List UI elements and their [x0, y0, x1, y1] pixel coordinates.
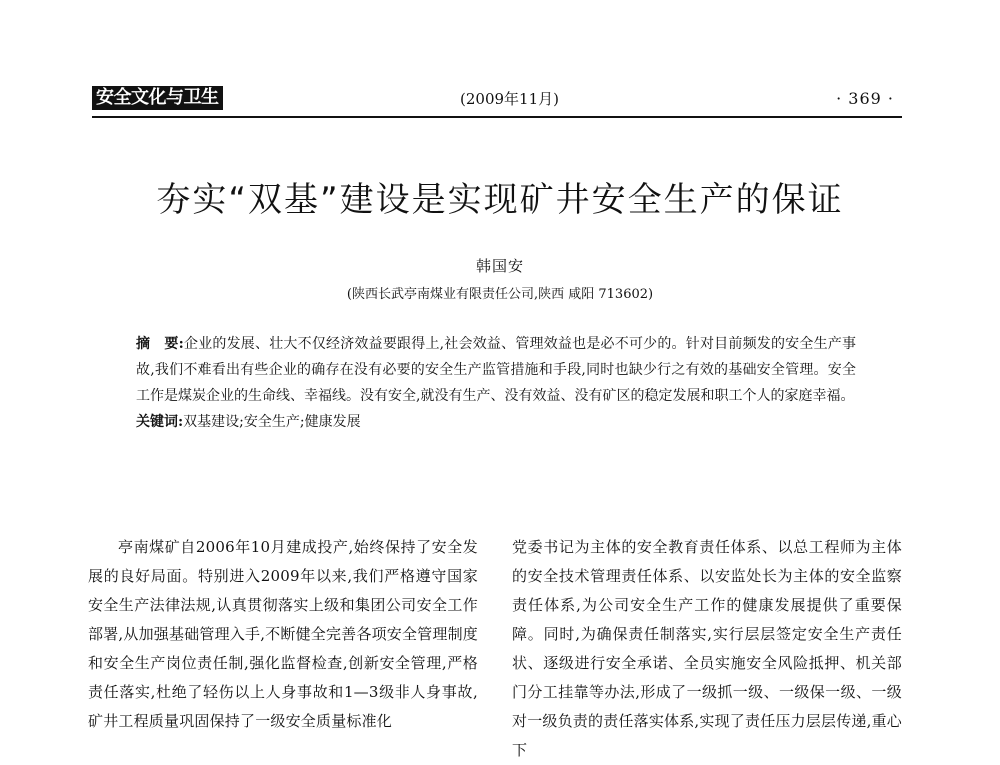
journal-section-name: 安全文化与卫生 [92, 86, 223, 110]
keywords-label: 关键词: [136, 414, 184, 430]
article-title: 夯实“双基”建设是实现矿井安全生产的保证 [156, 180, 844, 220]
body-column-right [512, 533, 902, 765]
running-header [92, 84, 902, 118]
body-paragraph-left: 亭南煤矿自2006年10月建成投产,始终保持了安全发展的良好局面。特别进入2009年以来,我们严格遵守国家安全生产法律法规,认真贯彻落实上级和集团公司安全工作部署,从加强基础管理入手,不断健全完善各项安全管理制度和安全生产岗位责任制,强化监督检查,创新安全管理,严格责任落实,杜绝了轻伤以上人身事故和1—3级非人身事故,矿井工程质量巩固保持了一级安全质量标准化 [88, 538, 478, 730]
keywords-text: 双基建设;安全生产;健康发展 [183, 414, 361, 430]
keywords-paragraph [136, 409, 856, 435]
page-number: · 369 · [836, 89, 894, 108]
author-affiliation: (陕西长武亭南煤业有限责任公司,陕西 咸阳 713602) [346, 287, 654, 302]
abstract-block [136, 331, 856, 435]
author-name: 韩国安 [475, 257, 524, 275]
abstract-paragraph [136, 331, 856, 409]
issue-date: (2009年11月) [460, 90, 559, 108]
body-column-left [88, 533, 478, 736]
body-paragraph-right: 党委书记为主体的安全教育责任体系、以总工程师为主体的安全技术管理责任体系、以安监处长为主体的安全监察责任体系,为公司安全生产工作的健康发展提供了重要保障。同时,为确保责任制落实,实行层层签定安全生产责任状、逐级进行安全承诺、全员实施安全风险抵押、机关部门分工挂靠等办法,形成了一级抓一级、一级保一级、一级对一级负责的责任落实体系,实现了责任压力层层传递,重心下 [512, 538, 902, 759]
abstract-label: 摘 要: [136, 336, 184, 352]
abstract-text: 企业的发展、壮大不仅经济效益要跟得上,社会效益、管理效益也是必不可少的。针对目前频发的安全生产事故,我们不难看出有些企业的确存在没有必要的安全生产监管措施和手段,同时也缺少行之有效的基础安全管理。安全工作是煤炭企业的生命线、幸福线。没有安全,就没有生产、没有效益、没有矿区的稳定发展和职工个人的家庭幸福。 [136, 336, 856, 404]
